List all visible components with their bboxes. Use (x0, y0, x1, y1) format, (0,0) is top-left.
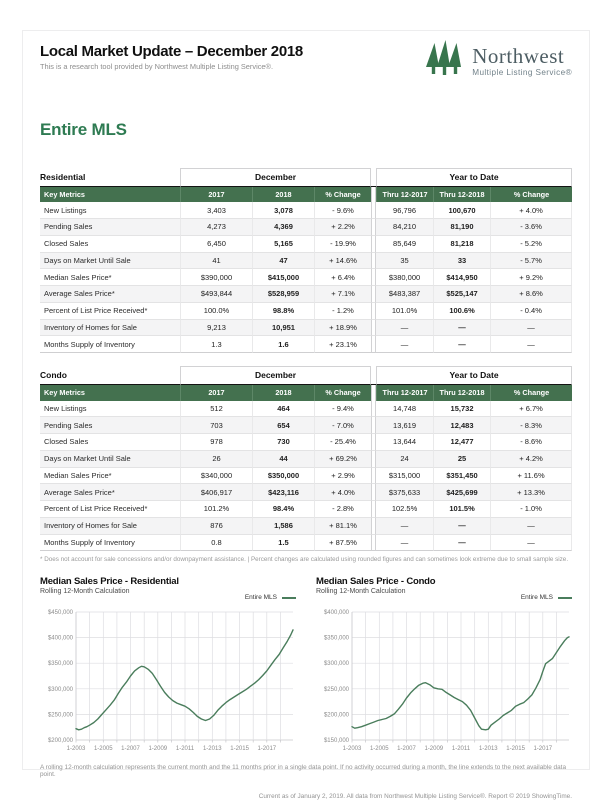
svg-text:$300,000: $300,000 (47, 687, 73, 694)
value-cell: 6,450 (180, 236, 252, 253)
value-cell: 84,210 (376, 219, 433, 236)
column-header: % Change (314, 385, 371, 400)
svg-text:1-2007: 1-2007 (397, 746, 416, 753)
value-cell: + 13.3% (490, 484, 572, 501)
group-header-ytd: Year to Date (376, 168, 572, 187)
line-chart-canvas (40, 605, 296, 757)
value-cell: - 25.4% (314, 434, 371, 451)
svg-text:$400,000: $400,000 (47, 636, 73, 643)
value-cell: $528,959 (252, 286, 314, 303)
value-cell: 15,732 (433, 401, 490, 418)
value-cell: $423,116 (252, 484, 314, 501)
value-cell: $414,950 (433, 269, 490, 286)
svg-text:1-2005: 1-2005 (93, 746, 113, 753)
value-cell: 4,273 (180, 219, 252, 236)
chart-title: Median Sales Price - Condo (316, 576, 436, 588)
value-cell: — (376, 535, 433, 552)
svg-text:$350,000: $350,000 (47, 661, 73, 668)
value-cell: 81,218 (433, 236, 490, 253)
value-cell: + 23.1% (314, 336, 371, 353)
value-cell: $483,387 (376, 286, 433, 303)
value-cell: + 7.1% (314, 286, 371, 303)
table-row (40, 434, 572, 451)
column-header: Key Metrics (40, 187, 180, 202)
value-cell: 100,670 (433, 202, 490, 219)
value-cell: 98.4% (252, 501, 314, 518)
svg-text:1-2009: 1-2009 (148, 746, 168, 753)
legend-label: Entire MLS (520, 594, 553, 602)
section-title: Condo (40, 366, 180, 385)
column-header: % Change (490, 385, 572, 400)
svg-text:1-2007: 1-2007 (121, 746, 140, 753)
column-header: Key Metrics (40, 385, 180, 400)
metric-label: Median Sales Price* (40, 269, 180, 286)
value-cell: 24 (376, 451, 433, 468)
svg-text:1-2015: 1-2015 (506, 746, 525, 753)
svg-text:$400,000: $400,000 (323, 610, 349, 617)
svg-text:1-2015: 1-2015 (230, 746, 249, 753)
value-cell: - 1.0% (490, 501, 572, 518)
value-cell: 3,403 (180, 202, 252, 219)
table-row (40, 468, 572, 485)
line-chart-canvas (316, 605, 572, 757)
value-cell: 13,619 (376, 417, 433, 434)
svg-text:$150,000: $150,000 (323, 738, 349, 745)
value-cell: + 4.0% (314, 484, 371, 501)
value-cell: $380,000 (376, 269, 433, 286)
value-cell: 12,477 (433, 434, 490, 451)
metric-label: Percent of List Price Received* (40, 303, 180, 320)
value-cell: 464 (252, 401, 314, 418)
table-row (40, 518, 572, 535)
table-row (40, 417, 572, 434)
table-row (40, 286, 572, 303)
value-cell: 876 (180, 518, 252, 535)
svg-text:$200,000: $200,000 (47, 738, 73, 745)
value-cell: $351,450 (433, 468, 490, 485)
table-row (40, 236, 572, 253)
value-cell: 14,748 (376, 401, 433, 418)
metric-label: Months Supply of Inventory (40, 535, 180, 552)
value-cell: + 11.6% (490, 468, 572, 485)
value-cell: 730 (252, 434, 314, 451)
metric-label: Closed Sales (40, 236, 180, 253)
column-header: % Change (314, 187, 371, 202)
value-cell: $406,917 (180, 484, 252, 501)
value-cell: 3,078 (252, 202, 314, 219)
value-cell: 0.8 (180, 535, 252, 552)
value-cell: — (490, 336, 572, 353)
area-title: Entire MLS (40, 120, 127, 139)
value-cell: 26 (180, 451, 252, 468)
value-cell: 101.5% (433, 501, 490, 518)
value-cell: — (376, 518, 433, 535)
table-row (40, 303, 572, 320)
metric-label: Average Sales Price* (40, 286, 180, 303)
column-header: Thru 12-2018 (433, 385, 490, 400)
value-cell: $415,000 (252, 269, 314, 286)
metric-label: Median Sales Price* (40, 468, 180, 485)
value-cell: - 19.9% (314, 236, 371, 253)
value-cell: + 18.9% (314, 320, 371, 337)
trees-icon (425, 40, 465, 77)
chart-title: Median Sales Price - Residential (40, 576, 179, 588)
value-cell: 5,165 (252, 236, 314, 253)
report-subtitle: This is a research tool provided by Northwest Multiple Listing Service®. (40, 62, 274, 71)
column-header: % Change (490, 187, 572, 202)
condo-metrics-table (40, 366, 572, 551)
svg-text:1-2017: 1-2017 (257, 746, 277, 753)
group-header-december: December (180, 168, 371, 187)
value-cell: + 9.2% (490, 269, 572, 286)
column-header: Thru 12-2017 (376, 385, 433, 400)
value-cell: 4,369 (252, 219, 314, 236)
value-cell: 98.8% (252, 303, 314, 320)
value-cell: $315,000 (376, 468, 433, 485)
column-header-row (40, 187, 572, 202)
value-cell: - 5.2% (490, 236, 572, 253)
value-cell: 1.5 (252, 535, 314, 552)
value-cell: 654 (252, 417, 314, 434)
metric-label: New Listings (40, 202, 180, 219)
metric-label: Inventory of Homes for Sale (40, 320, 180, 337)
value-cell: 100.0% (180, 303, 252, 320)
chart-subtitle: Rolling 12-Month Calculation (40, 588, 130, 596)
chart-legend (245, 594, 296, 601)
svg-text:1-2013: 1-2013 (478, 746, 498, 753)
value-cell: 33 (433, 253, 490, 270)
value-cell: - 9.4% (314, 401, 371, 418)
group-header-row (40, 168, 572, 187)
value-cell: - 1.2% (314, 303, 371, 320)
svg-text:1-2011: 1-2011 (175, 746, 195, 753)
column-header: 2018 (252, 187, 314, 202)
table-row (40, 269, 572, 286)
value-cell: - 2.8% (314, 501, 371, 518)
value-cell: 44 (252, 451, 314, 468)
svg-text:1-2017: 1-2017 (533, 746, 553, 753)
value-cell: - 9.6% (314, 202, 371, 219)
value-cell: $493,844 (180, 286, 252, 303)
report-footer: Current as of January 2, 2019. All data from Northwest Multiple Listing Service®. Report © 2019 ShowingTime. (258, 793, 572, 800)
svg-text:$350,000: $350,000 (323, 636, 349, 643)
value-cell: + 69.2% (314, 451, 371, 468)
value-cell: 978 (180, 434, 252, 451)
value-cell: 85,649 (376, 236, 433, 253)
value-cell: — (376, 336, 433, 353)
table-row (40, 219, 572, 236)
value-cell: + 14.6% (314, 253, 371, 270)
svg-text:1-2013: 1-2013 (202, 746, 222, 753)
value-cell: $390,000 (180, 269, 252, 286)
value-cell: 703 (180, 417, 252, 434)
chart-footnote: A rolling 12-month calculation represents the current month and the 11 months prior in a single data point. If no activity occurred during a month, the line extends to the next available data point. (40, 764, 566, 779)
value-cell: 9,213 (180, 320, 252, 337)
value-cell: - 0.4% (490, 303, 572, 320)
svg-text:1-2005: 1-2005 (369, 746, 389, 753)
value-cell: + 4.0% (490, 202, 572, 219)
table-footnote: * Does not account for sale concessions and/or downpayment assistance. | Percent changes are calculated using rounded figures and can sometimes look extreme due to small sample size. (40, 556, 569, 564)
svg-text:$300,000: $300,000 (323, 661, 349, 668)
metric-label: Inventory of Homes for Sale (40, 518, 180, 535)
metric-label: Days on Market Until Sale (40, 253, 180, 270)
table-row (40, 202, 572, 219)
metric-label: Pending Sales (40, 417, 180, 434)
report-title: Local Market Update – December 2018 (40, 43, 303, 60)
value-cell: + 87.5% (314, 535, 371, 552)
value-cell: + 2.2% (314, 219, 371, 236)
value-cell: — (376, 320, 433, 337)
value-cell: + 2.9% (314, 468, 371, 485)
table-row (40, 336, 572, 353)
legend-label: Entire MLS (244, 594, 277, 602)
value-cell: $375,633 (376, 484, 433, 501)
value-cell: 1.6 (252, 336, 314, 353)
group-header-december: December (180, 366, 371, 385)
value-cell: 100.6% (433, 303, 490, 320)
table-row (40, 484, 572, 501)
value-cell: - 3.6% (490, 219, 572, 236)
charts-section (40, 576, 572, 757)
value-cell: - 8.6% (490, 434, 572, 451)
value-cell: — (490, 535, 572, 552)
value-cell: + 4.2% (490, 451, 572, 468)
value-cell: + 8.6% (490, 286, 572, 303)
value-cell: $525,147 (433, 286, 490, 303)
table-row (40, 253, 572, 270)
value-cell: 102.5% (376, 501, 433, 518)
value-cell: — (490, 320, 572, 337)
value-cell: - 7.0% (314, 417, 371, 434)
value-cell: 25 (433, 451, 490, 468)
table-row (40, 535, 572, 552)
table-row (40, 320, 572, 337)
value-cell: 96,796 (376, 202, 433, 219)
value-cell: 41 (180, 253, 252, 270)
residential-metrics-table (40, 168, 572, 353)
legend-line-swatch (558, 597, 572, 599)
value-cell: 13,644 (376, 434, 433, 451)
value-cell: 10,951 (252, 320, 314, 337)
value-cell: $425,699 (433, 484, 490, 501)
table-row (40, 451, 572, 468)
legend-line-swatch (282, 597, 296, 599)
value-cell: $340,000 (180, 468, 252, 485)
value-cell: - 8.3% (490, 417, 572, 434)
svg-text:$250,000: $250,000 (47, 712, 73, 719)
value-cell: + 81.1% (314, 518, 371, 535)
logo-wordmark (472, 46, 572, 77)
value-cell: 12,483 (433, 417, 490, 434)
report-header (40, 30, 572, 99)
metric-label: Months Supply of Inventory (40, 336, 180, 353)
value-cell: — (433, 535, 490, 552)
metric-label: New Listings (40, 401, 180, 418)
value-cell: + 6.4% (314, 269, 371, 286)
group-header-row (40, 366, 572, 385)
value-cell: 101.0% (376, 303, 433, 320)
value-cell: 1,586 (252, 518, 314, 535)
residential-median-price-chart (40, 576, 296, 757)
value-cell: — (433, 336, 490, 353)
svg-text:$200,000: $200,000 (323, 712, 349, 719)
svg-text:1-2009: 1-2009 (424, 746, 444, 753)
svg-text:1-2003: 1-2003 (342, 746, 362, 753)
logo-name: Northwest (472, 44, 565, 68)
value-cell: — (433, 320, 490, 337)
svg-text:$250,000: $250,000 (323, 687, 349, 694)
svg-text:1-2011: 1-2011 (451, 746, 471, 753)
chart-subtitle: Rolling 12-Month Calculation (316, 588, 406, 596)
column-header: 2017 (180, 385, 252, 400)
value-cell: 512 (180, 401, 252, 418)
metric-label: Closed Sales (40, 434, 180, 451)
group-header-ytd: Year to Date (376, 366, 572, 385)
metric-label: Pending Sales (40, 219, 180, 236)
metric-label: Average Sales Price* (40, 484, 180, 501)
value-cell: $350,000 (252, 468, 314, 485)
column-header: Thru 12-2018 (433, 187, 490, 202)
section-title: Residential (40, 168, 180, 187)
value-cell: 81,190 (433, 219, 490, 236)
value-cell: 1.3 (180, 336, 252, 353)
column-header-row (40, 385, 572, 400)
metric-label: Days on Market Until Sale (40, 451, 180, 468)
value-cell: — (433, 518, 490, 535)
svg-text:1-2003: 1-2003 (66, 746, 86, 753)
logo-tagline: Multiple Listing Service® (472, 68, 572, 77)
condo-median-price-chart (316, 576, 572, 757)
value-cell: — (490, 518, 572, 535)
svg-text:$450,000: $450,000 (47, 610, 73, 617)
chart-legend (521, 594, 572, 601)
value-cell: 35 (376, 253, 433, 270)
table-row (40, 401, 572, 418)
value-cell: - 5.7% (490, 253, 572, 270)
metric-label: Percent of List Price Received* (40, 501, 180, 518)
value-cell: 47 (252, 253, 314, 270)
nwmls-logo (425, 40, 572, 77)
column-header: 2017 (180, 187, 252, 202)
value-cell: 101.2% (180, 501, 252, 518)
column-header: 2018 (252, 385, 314, 400)
value-cell: + 6.7% (490, 401, 572, 418)
table-row (40, 501, 572, 518)
column-header: Thru 12-2017 (376, 187, 433, 202)
